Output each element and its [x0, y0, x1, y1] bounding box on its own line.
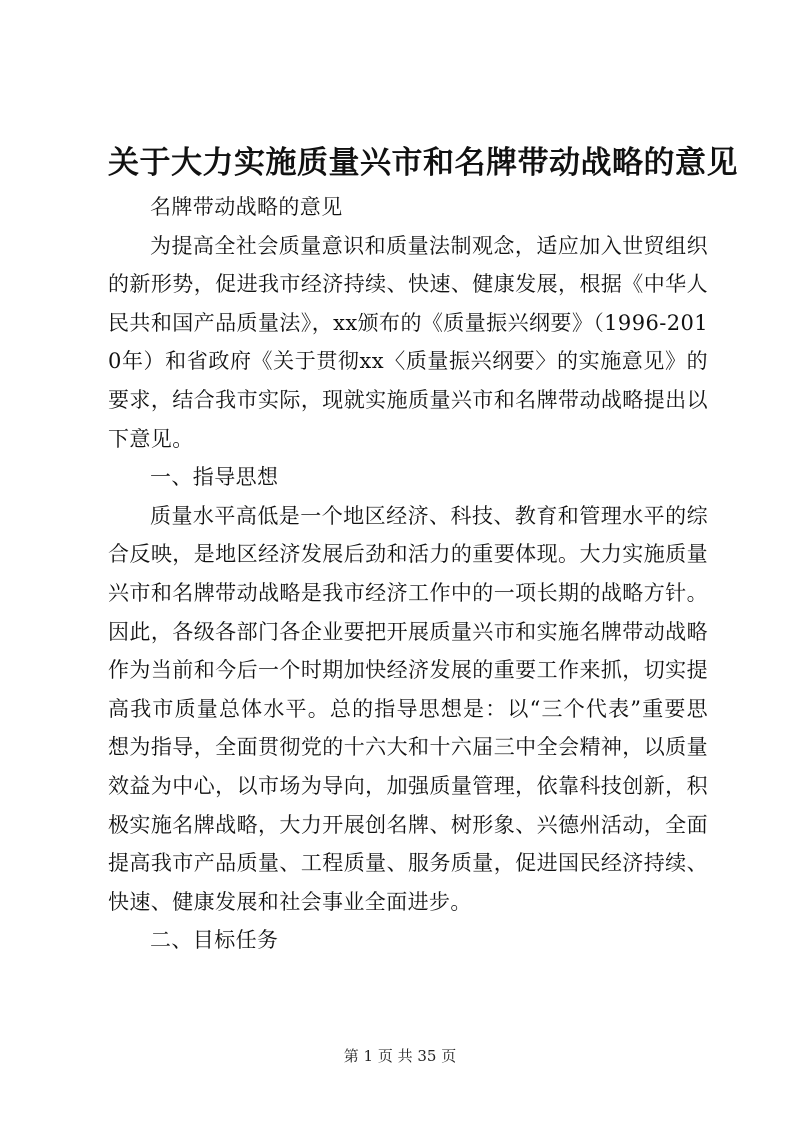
section-heading-guiding-ideology: 一、指导思想: [150, 465, 279, 490]
document-title: 关于大力实施质量兴市和名牌带动战略的意见: [108, 145, 738, 181]
paragraph-guiding-ideology: 质量水平高低是一个地区经济、科技、教育和管理水平的综合反映，是地区经济发展后劲和活力的重要体现。大力实施质量兴市和名牌带动战略是我市经济工作中的一项长期的战略方针。因此，各级各部门各企业要把开展质量兴市和实施名牌带动战略作为当前和今后一个时期加快经济发展的重要工作来抓，切实提高我市质量总体水平。总的指导思想是：以“三个代表”重要思想为指导，全面贯彻党的十六大和十六届三中全会精神，以质量效益为中心，以市场为导向，加强质量管理，依靠科技创新，积极实施名牌战略，大力开展创名牌、树形象、兴德州活动，全面提高我市产品质量、工程质量、服务质量，促进国民经济持续、快速、健康发展和社会事业全面进步。: [108, 503, 708, 914]
paragraph-intro: 为提高全社会质量意识和质量法制观念，适应加入世贸组织的新形势，促进我市经济持续、快速、健康发展，根据《中华人民共和国产品质量法》，xx颁布的《质量振兴纲要》（1996-2010年）和省政府《关于贯彻xx〈质量振兴纲要〉的实施意见》的要求，结合我市实际，现就实施质量兴市和名牌带动战略提出以下意见。: [108, 233, 708, 451]
document-body: [108, 188, 708, 960]
section-heading-goals-tasks: 二、目标任务: [150, 928, 279, 953]
page-number-footer: 第 1 页 共 35 页: [343, 1047, 457, 1065]
paragraph-subtitle: 名牌带动战略的意见: [150, 195, 343, 219]
